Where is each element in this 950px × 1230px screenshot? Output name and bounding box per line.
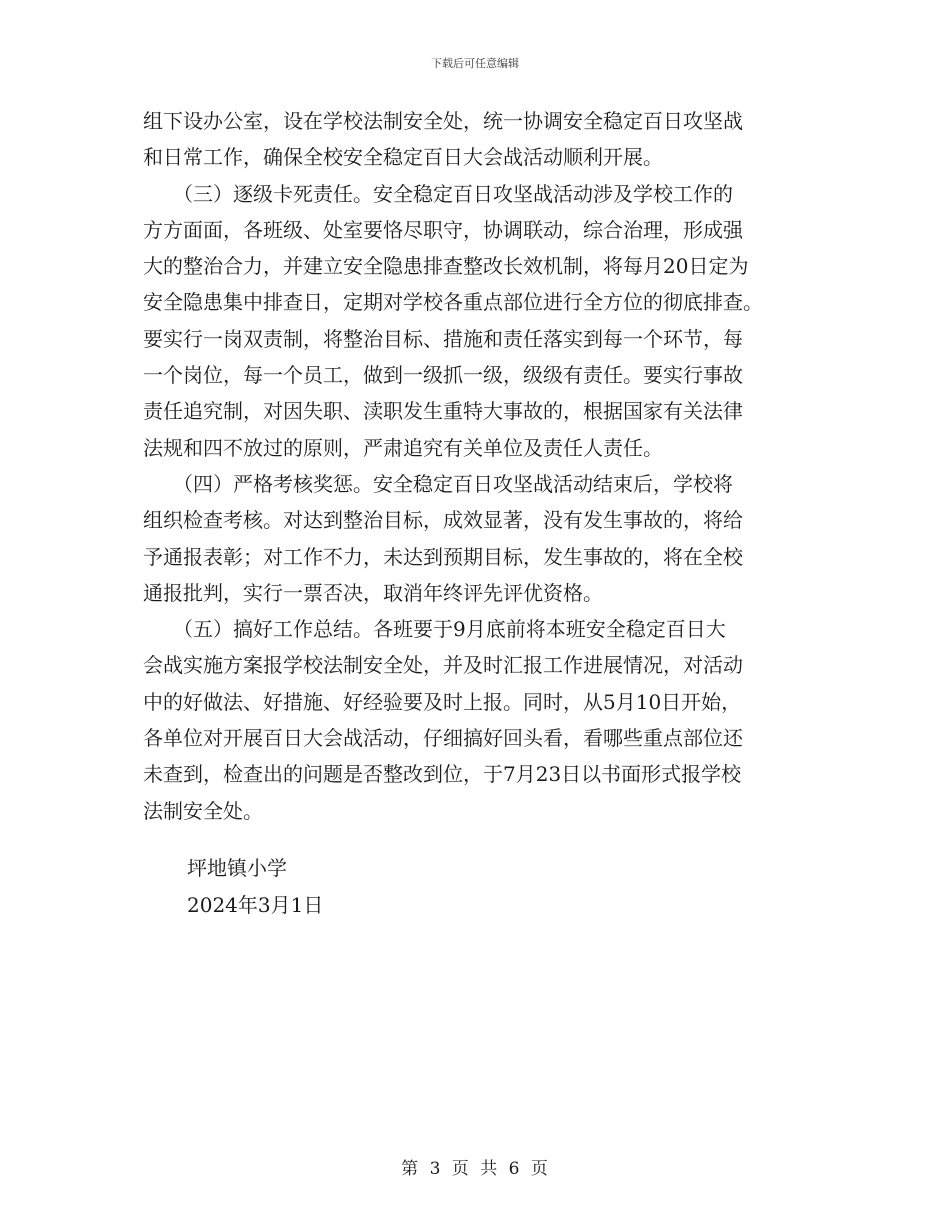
body-line-2: 和日常工作，确保全校安全稳定百日大会战活动顺利开展。 <box>143 145 663 170</box>
signature-org: 坪地镇小学 <box>187 856 287 880</box>
page-number: 第 3 页 共 6 页 <box>401 1159 549 1179</box>
header-note: 下载后可任意编辑 <box>431 57 519 70</box>
body-line-4: 方方面面，各班级、处室要恪尽职守，协调联动，综合治理，形成强 <box>143 217 743 242</box>
body-line-15: （五）搞好工作总结。各班要于9月底前将本班安全稳定百日大 <box>143 617 726 642</box>
body-line-19: 未查到，检查出的问题是否整改到位，于7月23日以书面形式报学校 <box>143 762 742 787</box>
body-line-12: 组织检查考核。对达到整治目标，成效显著，没有发生事故的，将给 <box>143 508 743 533</box>
body-line-16: 会战实施方案报学校法制安全处，并及时汇报工作进展情况，对活动 <box>143 653 743 678</box>
body-line-8: 一个岗位，每一个员工，做到一级抓一级，级级有责任。要实行事故 <box>143 363 743 388</box>
body-line-18: 各单位对开展百日大会战活动，仔细搞好回头看，看哪些重点部位还 <box>143 726 743 751</box>
body-line-1: 组下设办公室，设在学校法制安全处，统一协调安全稳定百日攻坚战 <box>143 109 743 133</box>
body-line-14: 通报批判，实行一票否决，取消年终评先评优资格。 <box>143 580 603 605</box>
document-body <box>143 103 813 829</box>
body-line-11: （四）严格考核奖惩。安全稳定百日攻坚战活动结束后，学校将 <box>143 471 733 496</box>
body-line-13: 予通报表彰；对工作不力，未达到预期目标，发生事故的，将在全校 <box>143 544 743 569</box>
signature-date: 2024年3月1日 <box>187 893 324 917</box>
body-line-6: 安全隐患集中排查日，定期对学校各重点部位进行全方位的彻底排查。 <box>143 290 763 315</box>
body-line-7: 要实行一岗双责制，将整治目标、措施和责任落实到每一个环节，每 <box>143 326 743 351</box>
body-line-20: 法制安全处。 <box>143 798 263 823</box>
body-line-5: 大的整治合力，并建立安全隐患排查整改长效机制，将每月20日定为 <box>143 254 749 279</box>
body-line-9: 责任追究制，对因失职、渎职发生重特大事故的，根据国家有关法律 <box>143 399 743 424</box>
body-line-3: （三）逐级卡死责任。安全稳定百日攻坚战活动涉及学校工作的 <box>143 181 733 206</box>
body-line-17: 中的好做法、好措施、好经验要及时上报。同时，从5月10日开始， <box>143 689 742 714</box>
body-line-10: 法规和四不放过的原则，严肃追究有关单位及责任人责任。 <box>143 435 663 460</box>
